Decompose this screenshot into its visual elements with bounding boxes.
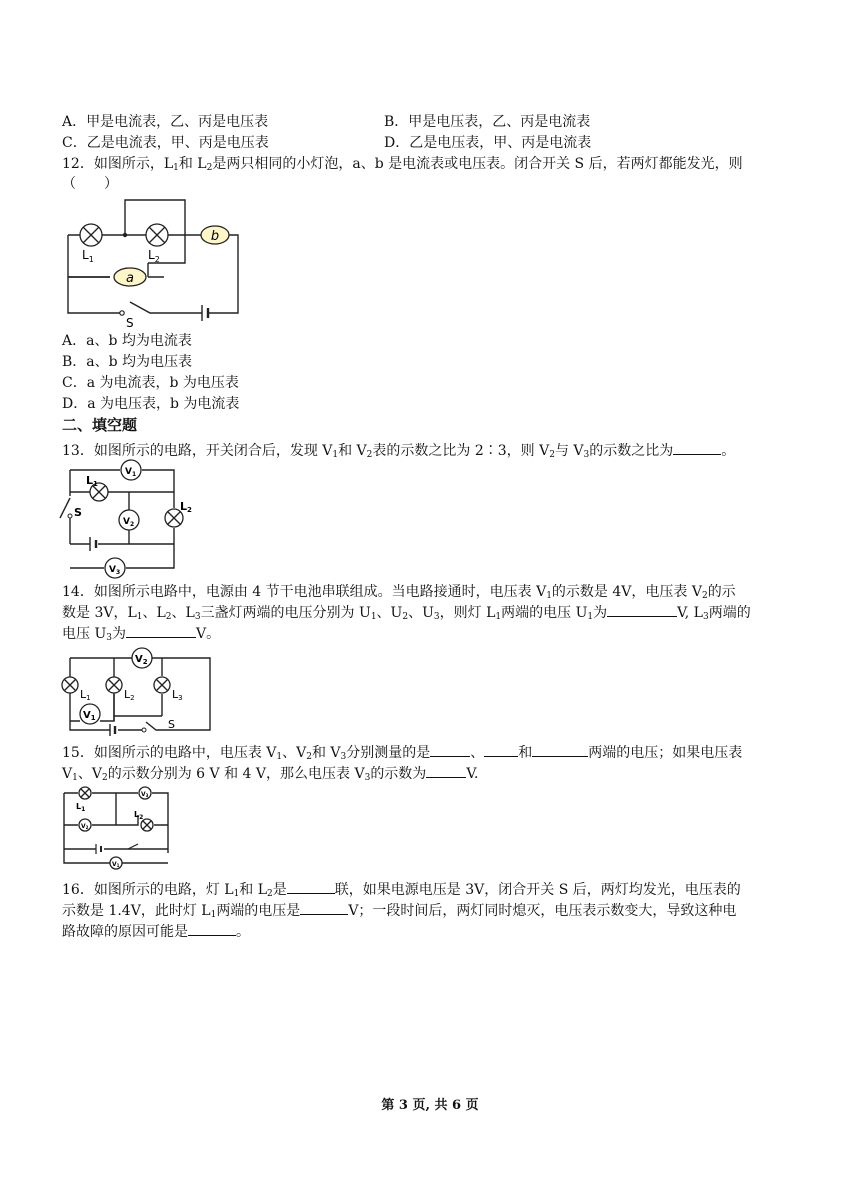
q12-stem: 12．如图所示，$L_1$和 $L_2$是两只相同的小灯泡，a、b 是电流表或电压表。闭合开关 S 后，若两灯都能发光，则 <box>62 156 743 173</box>
meter-b-label: b <box>210 229 220 244</box>
q16-blank-3[interactable] <box>188 923 236 936</box>
label-v3: V3 <box>141 791 149 798</box>
q15-blank-3[interactable] <box>532 744 588 757</box>
q14-line-3: 电压 $U_3$为 V。 <box>62 626 221 643</box>
q15-blank-4[interactable] <box>426 765 466 778</box>
switch-s-icon <box>142 728 146 732</box>
label-s: S <box>126 316 134 330</box>
lamp-l2-icon <box>146 224 168 246</box>
switch-s-icon <box>128 844 138 849</box>
q13-circuit-diagram <box>58 458 198 580</box>
q11-option-b: B．甲是电压表，乙、丙是电流表 <box>384 114 591 130</box>
q12-option-d: D．a 为电压表，b 为电流表 <box>62 396 240 412</box>
q11-option-c: C．乙是电流表，甲、丙是电压表 <box>62 135 269 151</box>
label-l2: L2 <box>124 688 135 702</box>
label-v1: $V_1$ <box>83 710 96 722</box>
q16-line-3: 路故障的原因可能是 。 <box>62 924 250 940</box>
label-l1: $L_1$ <box>82 248 94 264</box>
page-footer: 第 3 页, 共 6 页 <box>381 1098 479 1113</box>
section-title-fill-blank: 二、填空题 <box>62 416 138 434</box>
q11-option-d: D．乙是电压表，甲、丙是电流表 <box>384 135 592 151</box>
label-l3: L3 <box>172 688 183 702</box>
lamp-l3-icon <box>154 677 170 693</box>
q11-option-a: A．甲是电流表，乙、丙是电压表 <box>62 114 269 130</box>
q13-blank[interactable] <box>673 442 721 455</box>
q16-blank-2[interactable] <box>300 902 348 915</box>
q14-line-1: 14．如图所示电路中，电源由 4 节干电池串联组成。当电路接通时，电压表 $V_1$的示数是 4V，电压表 $V_2$的示 <box>62 584 736 601</box>
q12-option-c: C．a 为电流表，b 为电压表 <box>62 375 239 391</box>
lamp-l1-icon <box>62 677 78 693</box>
q14-line-2: 数是 3V，$L_1$、$L_2$、$L_3$三盏灯两端的电压分别为 $U_1$、$U_2$、$U_3$，则灯 $L_1$两端的电压 $U_1$为 V, $L_3$两端的 <box>62 605 751 622</box>
q15-blank-1[interactable] <box>430 744 470 757</box>
q12-answer-paren: （ ） <box>62 176 118 192</box>
q16-line-2: 示数是 1.4V，此时灯 $L_1$两端的电压是 V；一段时间后，两灯同时熄灭，电压表示数变大，导致这种电 <box>62 903 737 920</box>
label-v1: V1 <box>112 861 120 868</box>
q13-stem: 13．如图所示的电路，开关闭合后，发现 $V_1$和 $V_2$表的示数之比为 2∶3，则 $V_2$与 $V_3$的示数之比为 。 <box>62 443 736 460</box>
label-l2: L2 <box>180 500 192 514</box>
label-v2: V2 <box>81 823 89 830</box>
q14-blank-u3[interactable] <box>126 625 196 638</box>
label-v3: $V_3$ <box>109 565 121 576</box>
q15-line-2: $V_1$、$V_2$的示数分别为 6 V 和 4 V，那么电压表 $V_3$的示数为 V. <box>62 766 479 783</box>
q12-circuit-diagram <box>60 195 245 330</box>
switch-s-icon <box>120 311 124 315</box>
label-v2: $V_2$ <box>135 654 148 666</box>
label-l1: $L_1$ <box>76 802 86 813</box>
label-l1: L1 <box>80 688 91 702</box>
lamp-l1-icon <box>80 224 102 246</box>
label-l2: $L_2$ <box>134 810 144 821</box>
q15-circuit-diagram <box>58 785 173 871</box>
label-s: S <box>168 718 175 731</box>
lamp-l1-icon <box>79 787 91 799</box>
q12-option-a: A．a、b 均为电流表 <box>62 333 192 349</box>
q16-line-1: 16．如图所示的电路，灯 $L_1$和 $L_2$是 联，如果电源电压是 3V，闭合开关 S 后，两灯均发光，电压表的 <box>62 882 741 899</box>
q16-blank-1[interactable] <box>287 881 335 894</box>
q14-circuit-diagram <box>58 646 218 738</box>
meter-a-label: a <box>126 271 134 286</box>
label-l1: L1 <box>86 474 98 488</box>
label-l2: $L_2$ <box>148 248 160 264</box>
label-v2: $V_2$ <box>123 517 135 528</box>
q15-line-1: 15．如图所示的电路中，电压表 $V_1$、$V_2$和 $V_3$分别测量的是 、 和 两端的电压；如果电压表 <box>62 745 743 762</box>
lamp-l2-icon <box>106 677 122 693</box>
label-v1: $V_1$ <box>125 467 137 478</box>
q15-blank-2[interactable] <box>484 744 518 757</box>
label-s: S <box>74 506 82 519</box>
q14-blank-u1[interactable] <box>607 604 677 617</box>
q12-option-b: B．a、b 均为电压表 <box>62 354 193 370</box>
